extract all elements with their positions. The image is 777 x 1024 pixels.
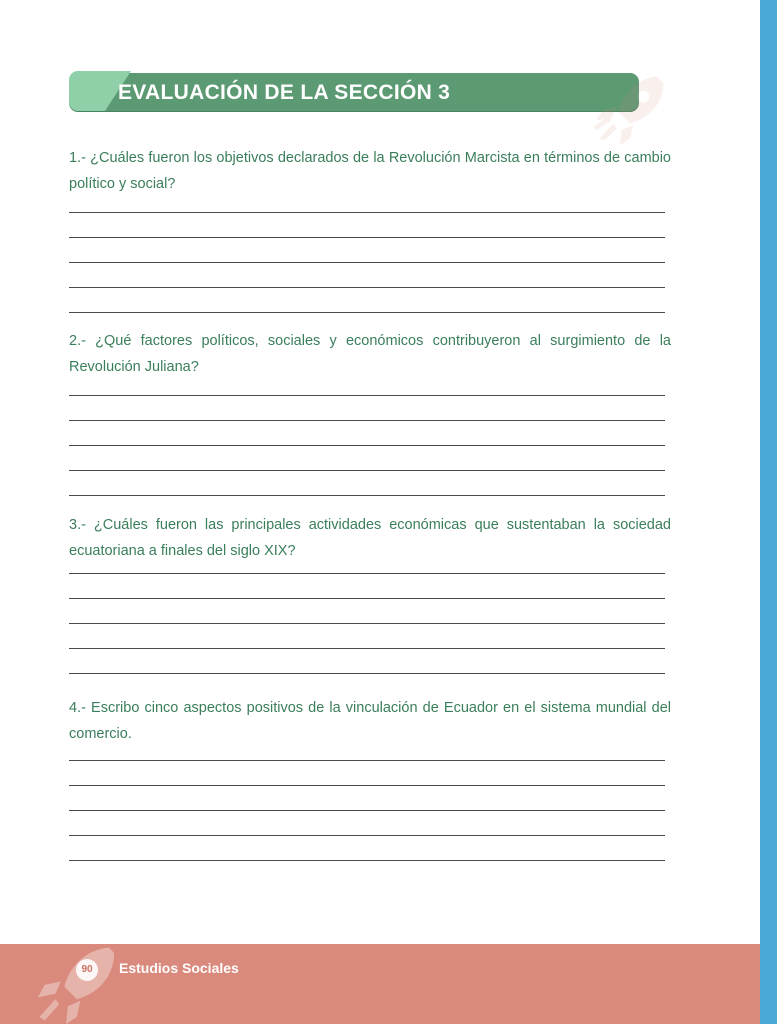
answer-line[interactable] <box>69 470 665 471</box>
answer-line[interactable] <box>69 673 665 674</box>
answer-line[interactable] <box>69 395 665 396</box>
answer-line[interactable] <box>69 785 665 786</box>
answer-line[interactable] <box>69 445 665 446</box>
question-3: 3.- ¿Cuáles fueron las principales actividades económicas que sustentaban la sociedad ecuatoriana a finales del siglo XIX? <box>69 517 671 559</box>
footer-rocket-icon <box>30 944 120 1024</box>
answer-line[interactable] <box>69 648 665 649</box>
footer-subject: Estudios Sociales <box>119 960 239 976</box>
answer-line[interactable] <box>69 237 665 238</box>
right-edge-bar <box>760 0 777 1024</box>
answer-line[interactable] <box>69 420 665 421</box>
page-title: EVALUACIÓN DE LA SECCIÓN 3 <box>118 81 451 104</box>
question-4: 4.- Escribo cinco aspectos positivos de la vinculación de Ecuador en el sistema mundial del comercio. <box>69 700 671 742</box>
answer-line[interactable] <box>69 835 665 836</box>
answer-line[interactable] <box>69 573 665 574</box>
question-1: 1.- ¿Cuáles fueron los objetivos declarados de la Revolución Marcista en términos de cambio político y social? <box>69 150 671 192</box>
answer-line[interactable] <box>69 212 665 213</box>
answer-line[interactable] <box>69 623 665 624</box>
answer-line[interactable] <box>69 760 665 761</box>
rocket-watermark-icon <box>588 68 672 152</box>
question-2: 2.- ¿Qué factores políticos, sociales y económicos contribuyeron al surgimiento de la Revolución Juliana? <box>69 333 671 375</box>
page-number: 90 <box>76 959 98 981</box>
answer-line[interactable] <box>69 598 665 599</box>
answer-line[interactable] <box>69 287 665 288</box>
answer-line[interactable] <box>69 495 665 496</box>
answer-line[interactable] <box>69 262 665 263</box>
answer-line[interactable] <box>69 860 665 861</box>
answer-line[interactable] <box>69 810 665 811</box>
answer-line[interactable] <box>69 312 665 313</box>
